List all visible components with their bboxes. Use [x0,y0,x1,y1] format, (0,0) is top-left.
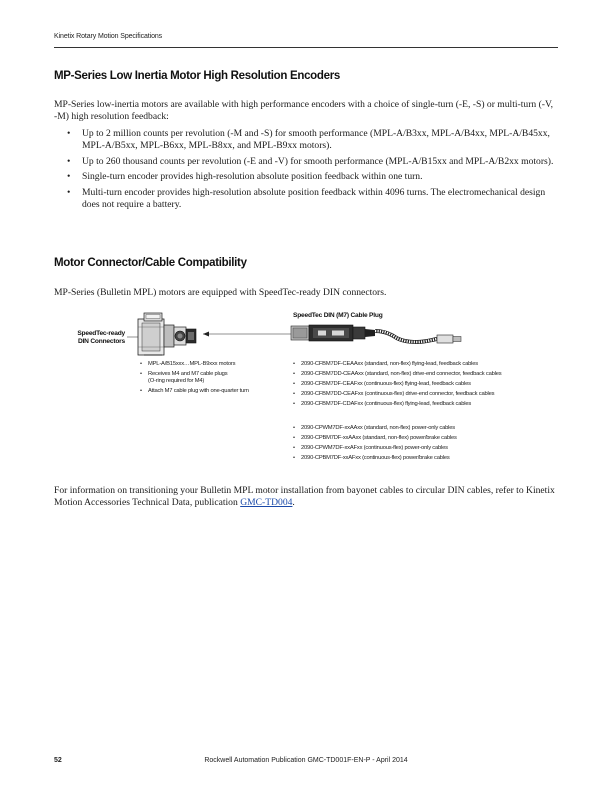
publication-link-gmc-td004[interactable]: GMC-TD004 [240,497,293,509]
list-item: • 2090-CFBM7DD-CEAAxx (standard, non-flex) drive-end connector, feedback cables [293,371,553,378]
list-item: • 2090-CPBM7DF-xxAFxx (continuous-flex) power/brake cables [293,455,553,462]
list-item: • Multi-turn encoder provides high-resolution absolute position feedback within 4096 turns. The electromechanical design does not require a battery. [54,187,558,212]
list-item: • 2090-CPWM7DF-xxAAxx (standard, non-flex) power-only cables [293,425,553,432]
section-heading-connector: Motor Connector/Cable Compatibility [54,257,247,269]
section-heading-encoders: MP-Series Low Inertia Motor High Resolution Encoders [54,70,340,82]
list-item: • Up to 260 thousand counts per revolution (-E and -V) for smooth performance (MPL-A/B15xx and MPL-A/B2xx motors). [54,156,558,168]
footer-publication: Rockwell Automation Publication GMC-TD001F-EN-P - April 2014 [204,757,408,764]
motor-connector-illustration [136,313,202,357]
list-item: • Up to 2 million counts per revolution (-M and -S) for smooth performance (MPL-A/B3xx, MPL-A/B4xx, MPL-A/B45xx, MPL-A/B5xx, MPL-B6xx, MPL-B8xx, and MPL-B9xx motors). [54,128,558,153]
motor-note-text: Attach M7 cable plug with one-quarter turn [148,387,249,394]
power-cables-list [293,425,553,465]
closing-paragraph [54,485,558,510]
list-item: • 2090-CFBM7DD-CEAFxx (continuous-flex) drive-end connector, feedback cables [293,391,553,398]
list-item [140,388,280,395]
page-number: 52 [54,757,62,764]
motor-note-text: MPL-A/B15xxx…MPL-B9xxx motors [148,361,236,367]
list-item [140,361,280,368]
list-item: • 2090-CFBM7DF-CEAFxx (continuous-flex) flying-lead, feedback cables [293,381,553,388]
motor-note-text: Receives M4 and M7 cable plugs [148,371,228,377]
closing-text: For information on transitioning your Bulletin MPL motor installation from bayonet cables to circular DIN cables, refer to Kinetix Motion Accessories Technical Data, publication [54,485,555,509]
encoders-intro: MP-Series low-inertia motors are available with high performance encoders with a choice of single-turn (-E, -S) or multi-turn (-V, -M) high resolution feedback: [54,99,554,123]
connector-intro: MP-Series (Bulletin MPL) motors are equipped with SpeedTec-ready DIN connectors. [54,287,387,298]
list-item: • 2090-CFBM7DF-CDAFxx (continuous-flex) flying-lead, feedback cables [293,401,553,408]
feedback-cables-list [293,361,553,411]
running-header: Kinetix Rotary Motion Specifications [54,33,163,40]
closing-period: . [292,497,295,509]
list-item: • 2090-CPBM7DF-xxAAxx (standard, non-flex) power/brake cables [293,435,553,442]
list-item: • Single-turn encoder provides high-resolution absolute position feedback within one turn. [54,171,558,183]
list-item: • 2090-CFBM7DF-CEAAxx (standard, non-flex) flying-lead, feedback cables [293,361,553,368]
motor-notes-list [140,361,280,398]
list-item: • 2090-CPWM7DF-xxAFxx (continuous-flex) power-only cables [293,445,553,452]
figure-label-line: DIN Connectors [77,338,125,346]
cable-plug-illustration [291,324,463,360]
list-item [140,371,280,385]
figure-label-cable-plug: SpeedTec DIN (M7) Cable Plug [293,312,383,319]
figure-label-line: SpeedTec-ready [77,330,125,337]
motor-note-subtext: (O-ring required for M4) [148,377,205,384]
